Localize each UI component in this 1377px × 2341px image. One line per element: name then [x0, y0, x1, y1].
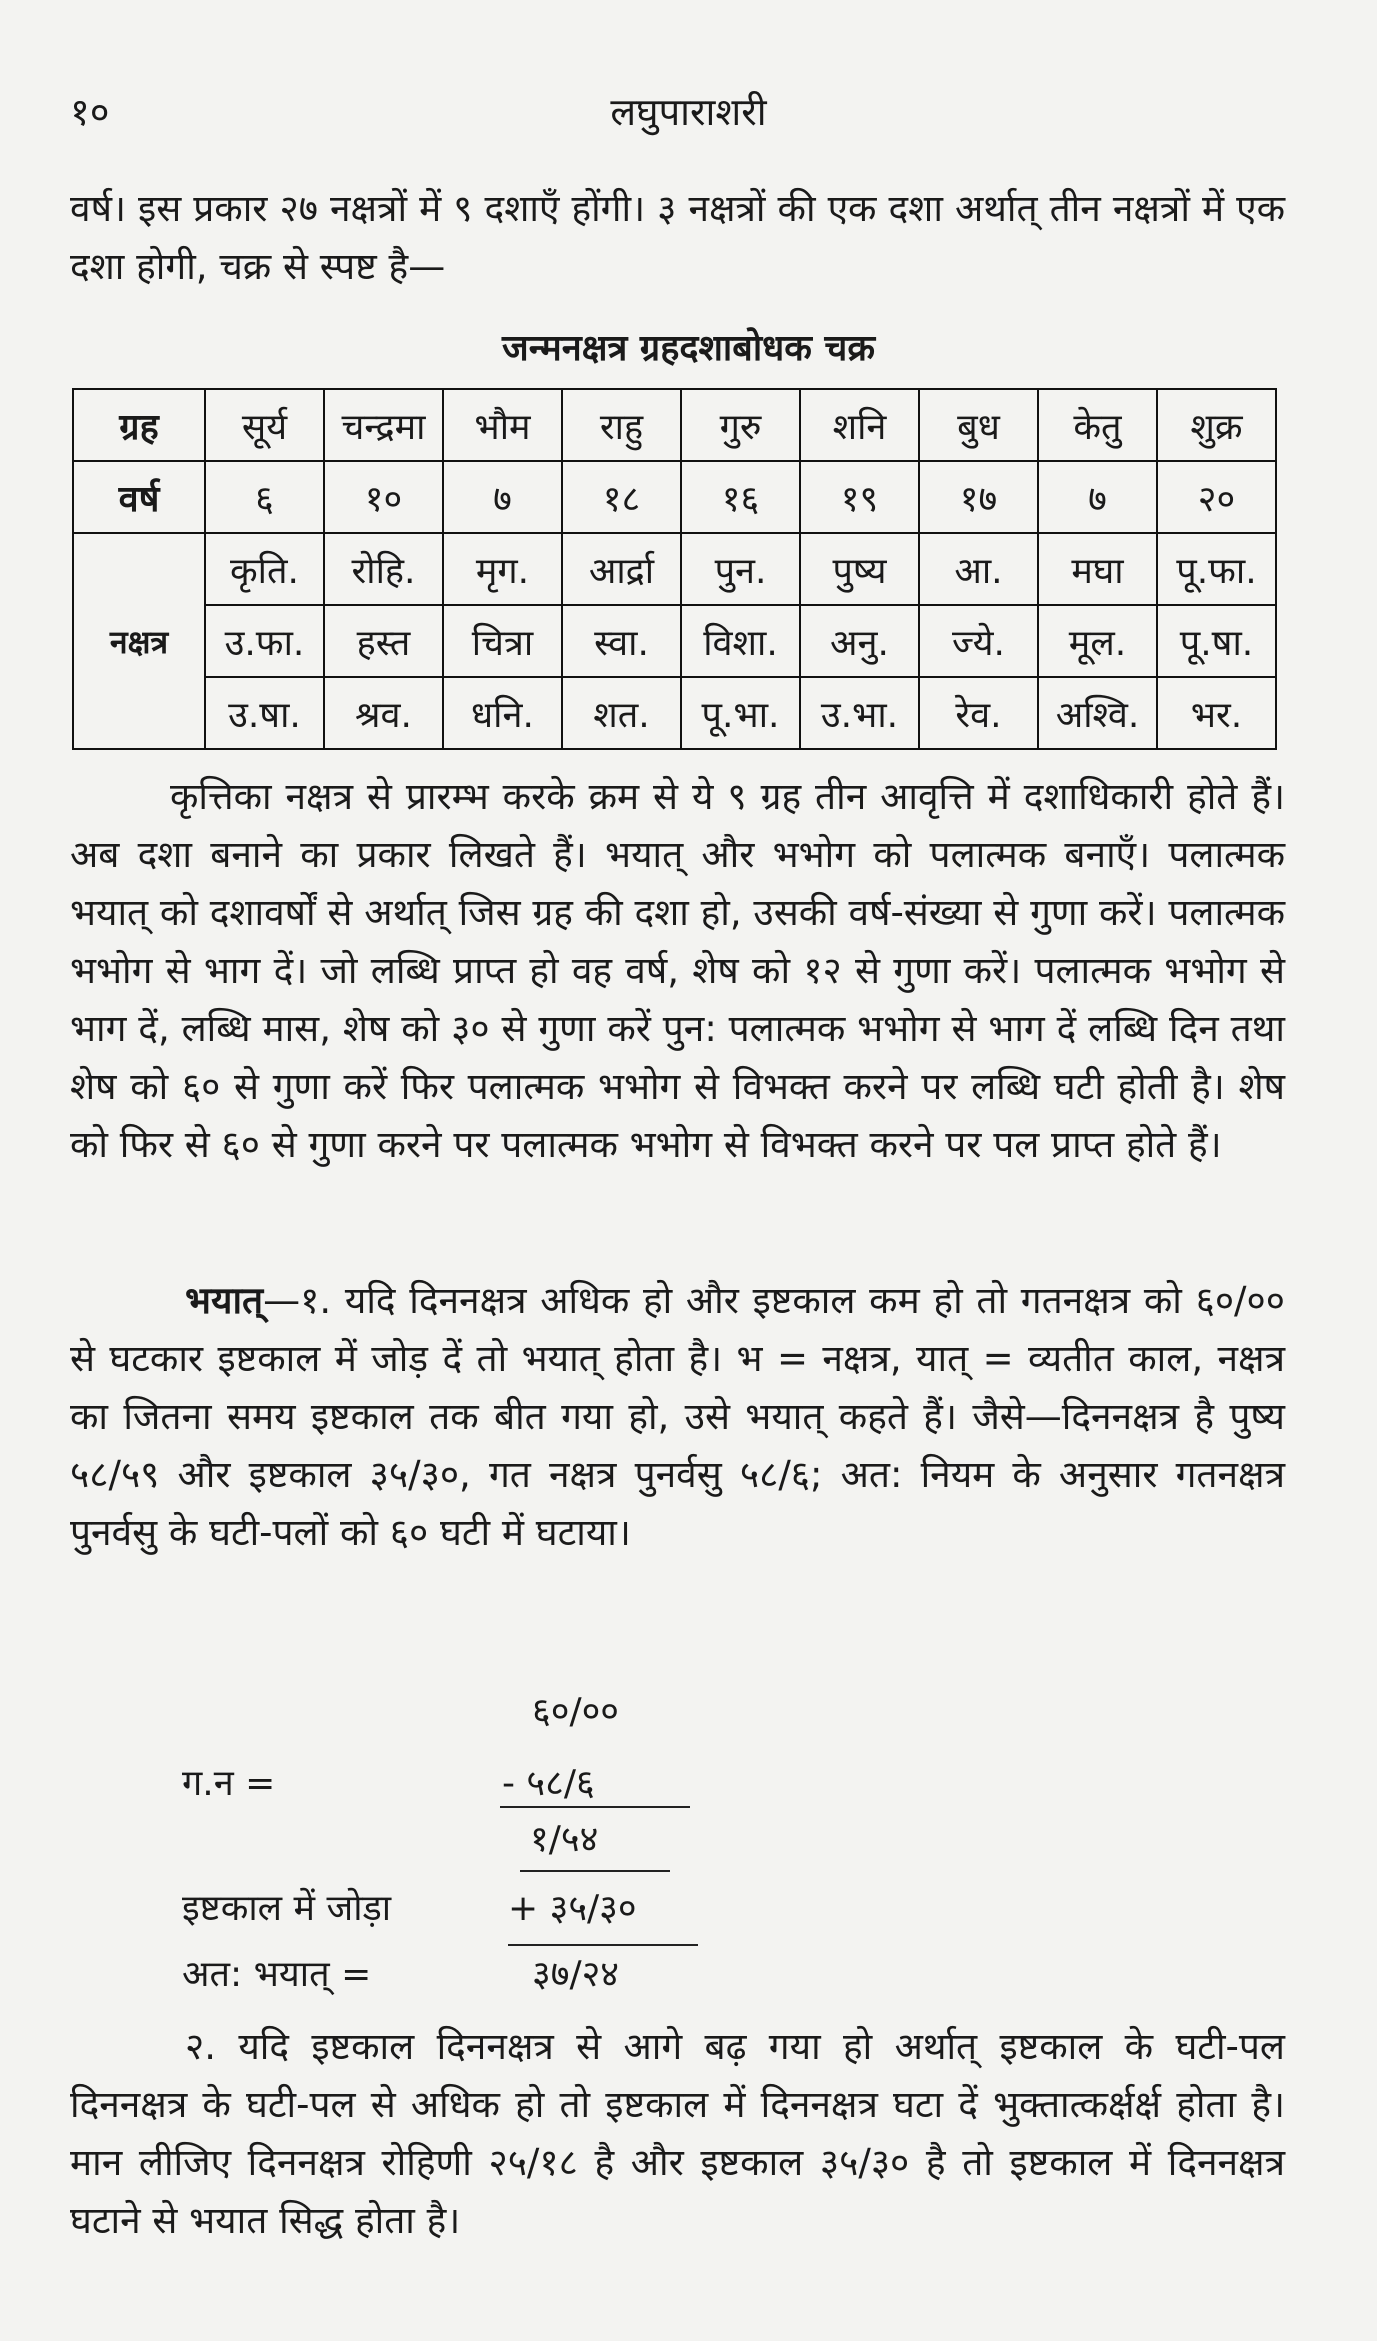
table-row: [73, 605, 1276, 677]
nakshatra-cell: अश्वि.: [1038, 677, 1157, 749]
graha-cell: शनि: [800, 389, 919, 461]
nakshatra-cell: पुन.: [681, 533, 800, 605]
dasha-table: [72, 388, 1277, 750]
year-cell: १७: [919, 461, 1038, 533]
nakshatra-cell: आ.: [919, 533, 1038, 605]
calc-label-ishtakal: इष्टकाल में जोड़ा: [182, 1888, 392, 1929]
nakshatra-cell: श्रव.: [324, 677, 443, 749]
table-row: [73, 461, 1276, 533]
second-case-paragraph: २. यदि इष्टकाल दिननक्षत्र से आगे बढ़ गया हो अर्थात् इष्टकाल के घटी-पल दिननक्षत्र के घटी-पल से अधिक हो तो इष्टकाल में दिननक्षत्र घटा दें भुक्तात्कर्क्षर्क्ष होता है। मान लीजिए दिननक्षत्र रोहिणी २५/१८ है और इष्टकाल ३५/३० है तो इष्टकाल में दिननक्षत्र घटाने से भयात सिद्ध होता है।: [70, 2025, 1285, 2242]
bhayat-text: —१. यदि दिननक्षत्र अधिक हो और इष्टकाल कम हो तो गतनक्षत्र को ६०/०० से घटकार इष्टकाल में जोड़ दें तो भयात् होता है। भ = नक्षत्र, यात् = व्यतीत काल, नक्षत्र का जितना समय इष्टकाल तक बीत गया हो, उसे भयात् कहते हैं। जैसे—दिननक्षत्र है पुष्य ५८/५९ और इष्टकाल ३५/३०, गत नक्षत्र पुनर्वसु ५८/६; अत: नियम के अनुसार गतनक्षत्र पुनर्वसु के घटी-पलों को ६० घटी में घटाया।: [70, 1279, 1285, 1554]
nakshatra-cell: पू.फा.: [1157, 533, 1276, 605]
table-row: [73, 389, 1276, 461]
graha-cell: केतु: [1038, 389, 1157, 461]
year-cell: २०: [1157, 461, 1276, 533]
bhayat-paragraph: [70, 1272, 1285, 1562]
nakshatra-cell: रेव.: [919, 677, 1038, 749]
year-cell: १८: [562, 461, 681, 533]
nakshatra-cell: उ.षा.: [205, 677, 324, 749]
page-header: [0, 85, 1377, 145]
nakshatra-cell: उ.फा.: [205, 605, 324, 677]
table-title: जन्मनक्षत्र ग्रहदशाबोधक चक्र: [502, 328, 875, 369]
nakshatra-cell: मघा: [1038, 533, 1157, 605]
bhayat-heading: भयात्: [185, 1279, 264, 1322]
intro-paragraph: वर्ष। इस प्रकार २७ नक्षत्रों में ९ दशाएँ होंगी। ३ नक्षत्रों की एक दशा अर्थात् तीन नक्षत्रों में एक दशा होगी, चक्र से स्पष्ट है—: [70, 187, 1285, 288]
table-row: [73, 677, 1276, 749]
nakshatra-cell: शत.: [562, 677, 681, 749]
nakshatra-cell: पू.षा.: [1157, 605, 1276, 677]
year-cell: ७: [443, 461, 562, 533]
year-cell: ६: [205, 461, 324, 533]
nakshatra-cell: ज्ये.: [919, 605, 1038, 677]
graha-cell: गुरु: [681, 389, 800, 461]
nakshatra-cell: स्वा.: [562, 605, 681, 677]
year-cell: १९: [800, 461, 919, 533]
running-title: लघुपाराशरी: [610, 90, 767, 134]
graha-cell: बुध: [919, 389, 1038, 461]
nakshatra-cell: उ.भा.: [800, 677, 919, 749]
nakshatra-cell: पू.भा.: [681, 677, 800, 749]
method-paragraph: कृत्तिका नक्षत्र से प्रारम्भ करके क्रम से ये ९ ग्रह तीन आवृत्ति में दशाधिकारी होते हैं। अब दशा बनाने का प्रकार लिखते हैं। भयात् और भभोग को पलात्मक बनाएँ। पलात्मक भयात् को दशावर्षों से अर्थात् जिस ग्रह की दशा हो, उसकी वर्ष-संख्या से गुणा करें। पलात्मक भभोग से भाग दें। जो लब्धि प्राप्त हो वह वर्ष, शेष को १२ से गुणा करें। पलात्मक भभोग से भाग दें, लब्धि मास, शेष को ३० से गुणा करें पुन: पलात्मक भभोग से भाग दें लब्धि दिन तथा शेष को ६० से गुणा करें फिर पलात्मक भभोग से विभक्त करने पर लब्धि घटी होती है। शेष को फिर से ६० से गुणा करने पर पलात्मक भभोग से विभक्त करने पर पल प्राप्त होते हैं।: [70, 775, 1285, 1166]
nakshatra-cell: मूल.: [1038, 605, 1157, 677]
nakshatra-cell: रोहि.: [324, 533, 443, 605]
calc-label-bhayat: अत: भयात् =: [182, 1954, 372, 1995]
calc-rule: [500, 1806, 690, 1808]
table-row: [73, 533, 1276, 605]
nakshatra-cell: धनि.: [443, 677, 562, 749]
nakshatra-cell: अनु.: [800, 605, 919, 677]
graha-cell: सूर्य: [205, 389, 324, 461]
row-header-graha: ग्रह: [73, 389, 205, 461]
nakshatra-cell: पुष्य: [800, 533, 919, 605]
graha-cell: चन्द्रमा: [324, 389, 443, 461]
calc-rule: [508, 1944, 698, 1946]
nakshatra-cell: कृति.: [205, 533, 324, 605]
nakshatra-cell: भर.: [1157, 677, 1276, 749]
graha-cell: राहु: [562, 389, 681, 461]
calc-line-4: + ३५/३०: [508, 1888, 637, 1929]
calc-line-3: १/५४: [530, 1819, 599, 1860]
row-header-nakshatra: नक्षत्र: [73, 533, 205, 749]
graha-cell: शुक्र: [1157, 389, 1276, 461]
calc-line-1: ६०/००: [532, 1691, 620, 1732]
nakshatra-cell: मृग.: [443, 533, 562, 605]
graha-cell: भौम: [443, 389, 562, 461]
calc-label-gana: ग.न =: [182, 1763, 276, 1804]
row-header-varsha: वर्ष: [73, 461, 205, 533]
nakshatra-cell: चित्रा: [443, 605, 562, 677]
year-cell: १६: [681, 461, 800, 533]
nakshatra-cell: हस्त: [324, 605, 443, 677]
calc-rule: [520, 1870, 670, 1872]
page-number: १०: [70, 90, 110, 134]
year-cell: ७: [1038, 461, 1157, 533]
calc-line-5: ३७/२४: [532, 1954, 620, 1995]
year-cell: १०: [324, 461, 443, 533]
nakshatra-cell: विशा.: [681, 605, 800, 677]
calc-line-2: - ५८/६: [502, 1763, 595, 1804]
nakshatra-cell: आर्द्रा: [562, 533, 681, 605]
